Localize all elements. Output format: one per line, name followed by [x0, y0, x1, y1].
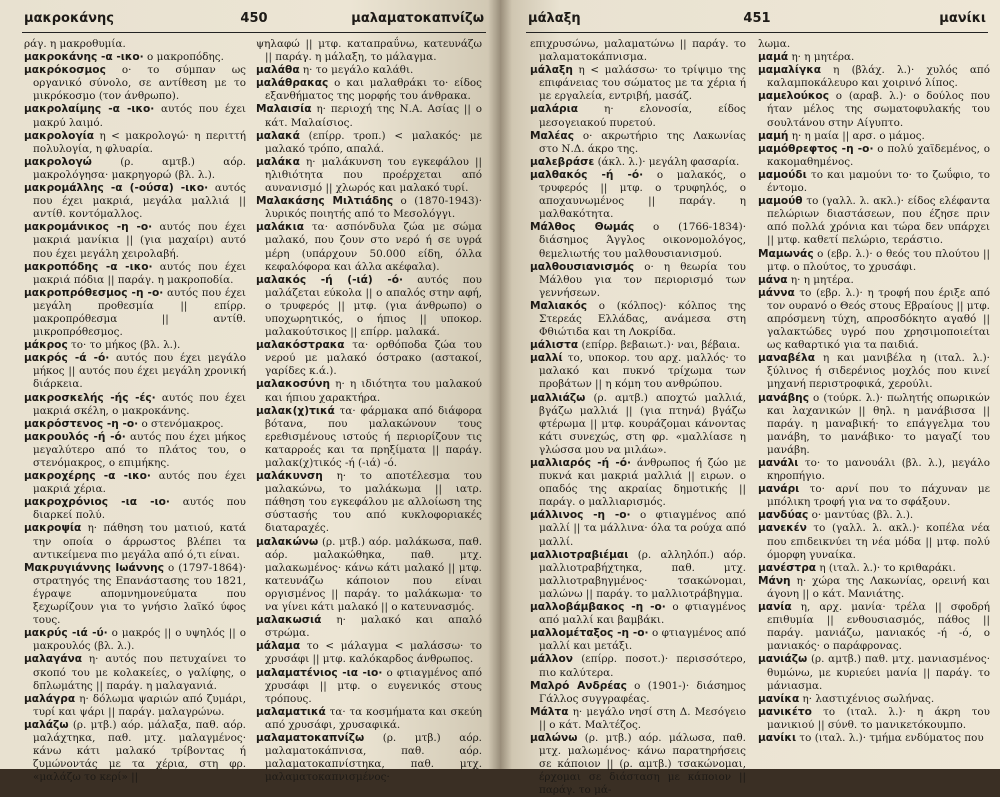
dictionary-entry [256, 378, 482, 404]
entry-definition: ο (εβρ. λ.)· ο θεός του πλούτου || μτφ. ο πλούτος, το χρυσάφι. [767, 247, 990, 273]
dictionary-entry [256, 103, 482, 129]
dictionary-entry [758, 274, 990, 287]
left-page-column-1 [24, 38, 247, 784]
entry-headword: μαλώνω [530, 731, 578, 744]
entry-headword: μανιάζω [758, 653, 808, 666]
dictionary-entry [530, 130, 746, 156]
entry-headword: μαλεβράσε [530, 155, 595, 168]
entry-definition: το· το μανουάλι (βλ. λ.), μεγάλο κηροπήγιο. [767, 457, 990, 483]
dictionary-entry [758, 38, 990, 51]
entry-headword: μαλλοβάμβακος -η -ο· [530, 601, 666, 614]
dictionary-entry [530, 38, 746, 64]
entry-definition: η < μαλάσσω· το τρίψιμο της επιφάνειας του σώματος με τα χέρια ή με εργαλεία, εντριβή, μασάζ. [539, 64, 746, 103]
dictionary-entry [530, 300, 746, 339]
entry-headword: μαμόθρεφτος -η -ο· [758, 142, 874, 155]
dictionary-entry [758, 522, 990, 561]
dictionary-entry [758, 130, 990, 143]
entry-headword: μακρολογώ [24, 155, 92, 168]
right-page-column-1 [530, 38, 747, 797]
dictionary-entry [530, 653, 746, 679]
entry-headword: μαλλί [530, 352, 563, 365]
entry-definition: ο μακρός || ο υψηλός || ο μακρουλός (βλ. λ.). [33, 627, 246, 653]
dictionary-entry [256, 274, 482, 339]
entry-definition: αυτός που διαρκεί πολύ. [33, 496, 246, 522]
entry-headword: μάλιστα [530, 339, 579, 352]
entry-headword: Μάλτα [530, 705, 569, 718]
entry-definition: αυτός που έχει μακριά, μεγάλα μαλλιά || αντίθ. κοντόμαλλος. [33, 182, 246, 221]
entry-definition: αυτός που έχει μακριά σκέλη, ο μακροκάνης. [33, 391, 246, 417]
entry-definition: ο (1766-1834)· διάσημος Άγγλος οικονομολόγος, θεμελιωτής του μαλθουσιανισμού. [539, 221, 746, 260]
dictionary-entry [24, 418, 246, 431]
entry-headword: μακροψία [24, 522, 82, 535]
entry-headword: μακροχέρης -α -ικο· [24, 470, 151, 483]
entry-headword: μαλακώνω [256, 535, 319, 548]
dictionary-entry [256, 130, 482, 156]
entry-definition: (επίρρ. ποσοτ.)· περισσότερο, πιο καλύτερα. [539, 653, 746, 679]
dictionary-entry [530, 392, 746, 457]
dictionary-entry [24, 287, 246, 339]
entry-headword: μαλλιάζω [530, 391, 586, 404]
dictionary-entry [256, 470, 482, 535]
entry-definition: ο· η θεωρία του Μάλθου για τον περιορισμό των γεννήσεων. [539, 260, 746, 299]
entry-definition: αυτός που έχει μακριά μανίκια || (για μαχαίρι) αυτό που έχει μεγάλη χειρολαβή. [33, 221, 246, 260]
dictionary-entry [530, 64, 746, 103]
entry-headword: μακρόκοσμος [24, 64, 106, 77]
dictionary-entry [256, 732, 482, 784]
entry-definition: η· η ιδιότητα του μαλακού και ήπιου χαρακτήρα. [265, 378, 482, 404]
page-number: 451 [743, 11, 771, 26]
entry-headword: μαλάθρακας [256, 77, 329, 90]
entry-headword: μαλακ(χ)τικά [256, 404, 335, 417]
entry-headword: μαλλιοτραβιέμαι [530, 548, 629, 561]
entry-headword: μαλαματένιος -ια -ιο· [256, 666, 383, 679]
entry-definition: ο (1870-1943)· λυρικός ποιητής από το Μεσολόγγι. [265, 195, 483, 221]
dictionary-entry [24, 431, 246, 470]
dictionary-entry [530, 339, 746, 352]
dictionary-entry [530, 156, 746, 169]
dictionary-entry [256, 640, 482, 666]
entry-definition: (ρ. μτβ.) αόρ. μάλωσα, παθ. μτχ. μαλωμένος· κάνω παρατηρήσεις σε κάποιον || (ρ. αμτβ.) τσακώνομαι, έρχομαι σε διάσταση με κάποιον || παράγ. το μά- [539, 731, 746, 797]
entry-definition: το (ιταλ. λ.)· η άκρη του μανικιού || σύνθ. το μανικετόκουμπο. [767, 705, 990, 731]
entry-headword: μανδύας [758, 509, 809, 522]
entry-definition: (ρ. μτβ.) αόρ. μαλαματοκάπνισα, παθ. αόρ. μαλαματοκαπνίστηκα, παθ. μτχ. μαλαματοκαπνισμένος· [265, 731, 482, 784]
entry-definition: η και μανιβέλα η (ιταλ. λ.)· ξύλινος ή σιδερένιος μοχλός που κινεί μηχανή περιστροφικά, χερούλι. [767, 352, 990, 391]
entry-definition: η· λαστιχένιος σωλήνας. [799, 692, 935, 705]
dictionary-entry [24, 182, 246, 221]
dictionary-entry [530, 601, 746, 627]
entry-definition: τα· ασπόνδυλα ζώα με σώμα μαλακό, που ζουν στο νερό ή σε υγρά μέρη (υπάρχουν 50.000 είδη, όλλα κεφαλόφορα και άλλα ακέφαλα). [265, 221, 482, 273]
entry-definition: (ρ. μτβ.) αόρ. μαλάκωσα, παθ. αόρ. μαλακώθηκα, παθ. μτχ. μαλακωμένος· κάνω κάτι μαλακό || μτφ. κατευνάζω κάποιον που είναι οργισμένος || παράγ. το μαλάκωμα· το να γίνει κάτι μαλακό || ο κατευνασμός. [265, 535, 482, 614]
entry-headword: μαλαγάνα [24, 653, 83, 666]
entry-definition: αυτός που έχει μακρύ λαιμό. [33, 103, 246, 129]
running-header-right-page [526, 8, 988, 33]
entry-definition: ο (κόλπος)· κόλπος της Στερεάς Ελλάδας, ανάμεσα στη Φθιώτιδα και τη Λοκρίδα. [539, 299, 746, 339]
entry-headword: μανέστρα [758, 561, 817, 574]
running-header-left-page [22, 8, 486, 33]
entry-headword: μάλλινος -η -ο· [530, 509, 631, 522]
dictionary-entry [256, 38, 482, 64]
entry-headword: μαλθουσιανισμός [530, 260, 635, 273]
page-number: 450 [240, 11, 268, 26]
entry-definition: η (ιταλ. λ.)· το κριθαράκι. [816, 561, 956, 574]
entry-headword: μακρομάλλης -α (-ούσα) -ικο· [24, 182, 209, 195]
dictionary-entry [758, 732, 990, 745]
entry-definition: (ρ. αμτβ.) αποχτώ μαλλιά, βγάζω μαλλιά || (για πτηνά) βγάζω φτέρωμα || μτφ. κουράζομαι κάνοντας κάτι συνεχώς, στη φρ. «μαλλίασε η γλώσσα μου να μιλάω». [539, 391, 746, 456]
entry-headword: Μαλιακός [530, 299, 588, 312]
dictionary-entry [530, 261, 746, 300]
entry-definition: ο· μαντύας (βλ. λ.). [808, 509, 914, 522]
right-page-column-2 [758, 38, 990, 763]
entry-headword: μάνα [758, 273, 788, 286]
entry-definition: (επίρρ. βεβαιωτ.)· ναι, βέβαια. [578, 339, 741, 352]
entry-definition: ο (1797-1864)· στρατηγός της Επανάστασης του 1821, έγραψε απομνημονεύματα που ξεχωρίζουν για το γνήσιο λαϊκό ύφος τους. [33, 561, 247, 627]
dictionary-entry [530, 103, 746, 129]
dictionary-entry [256, 64, 482, 77]
left-page [0, 0, 500, 784]
left-page-column-2 [256, 38, 483, 784]
entry-headword: μαμελούκος [758, 90, 829, 103]
entry-definition: το και μαμούνι το· το ζωΰφιο, το έντομο. [767, 168, 990, 195]
entry-definition: ο (1901-)· διάσημος Γάλλος συγγραφέας. [539, 679, 746, 705]
dictionary-entry [758, 575, 990, 601]
entry-headword: μάλαμα [256, 640, 301, 653]
dictionary-entry [24, 64, 246, 103]
entry-headword: μαλλομέταξος -η -ο· [530, 627, 649, 640]
dictionary-entry [758, 706, 990, 732]
entry-headword: μαλάζω [24, 718, 69, 731]
dictionary-entry [758, 248, 990, 274]
entry-definition: το· αρνί που το πάχυναν με μπόλικη τροφή για να το σφάξουν. [767, 483, 990, 509]
entry-definition: αυτός που μαλάζεται εύκολα || ο απαλός στην αφή, ο τρυφερός || μτφ. (για άνθρωπο) ο υποχωρητικός, ο ήπιος || υποκορ. μαλακούτσικος || επίρρ. μαλακά. [265, 273, 482, 339]
dictionary-entry [758, 509, 990, 522]
dictionary-entry [530, 352, 746, 391]
entry-headword: μανίκα [758, 692, 800, 705]
entry-headword: μαλακοσύνη [256, 378, 331, 391]
dictionary-entry [530, 680, 746, 706]
dictionary-entry [530, 169, 746, 221]
entry-definition: το (εβρ. λ.)· η τροφή που έριξε από τον ουρανό ο Θεός στους Εβραίους || μτφ. απρόσμενη τύχη, απροσδόκητο αγαθό || γαλακτώδες υγρό που χρησιμοποιείται ως καθαρτικό για τα παιδιά. [767, 286, 990, 352]
entry-definition: τα· τα κοσμήματα και σκεύη από χρυσάφι, χρυσαφικά. [265, 705, 482, 731]
dictionary-entry [24, 352, 246, 391]
dictionary-entry [530, 706, 746, 732]
dictionary-entry [758, 352, 990, 391]
dictionary-entry [758, 169, 990, 195]
entry-headword: μακρύς -ιά -ύ· [24, 627, 108, 640]
dictionary-entry [256, 156, 482, 195]
dictionary-entry [530, 549, 746, 601]
entry-definition: ο φτιαγμένος από χρυσάφι || μτφ. ο ευγενικός στους τρόπους. [265, 666, 482, 705]
dictionary-entry [24, 562, 246, 627]
entry-definition: αυτός που έχει μακριά χέρια. [33, 470, 246, 496]
entry-headword: μάλαξη [530, 64, 573, 77]
entry-definition: ο στενόμακρος. [138, 417, 224, 430]
entry-headword: μακρολαίμης -α -ικο· [24, 103, 155, 116]
entry-headword: μαμούδι [758, 168, 807, 181]
entry-headword: μαναβέλα [758, 352, 816, 365]
entry-definition: η· περιοχή της Ν.Α. Ασίας || ο κάτ. Μαλαίσιος. [265, 103, 482, 129]
entry-definition: η· η μαία || αρσ. ο μάμος. [788, 129, 925, 142]
entry-headword: μακροκάνης -α -ικο· [24, 51, 144, 64]
entry-headword: μαλάκυνση [256, 470, 323, 483]
guide-word-last: μανίκι [939, 11, 986, 26]
guide-word-first: μακροκάνης [24, 11, 114, 26]
entry-definition: ο φτιαγμένος από μαλλί || τα μάλλινα· όλα τα ρούχα από μαλλί. [539, 509, 746, 548]
dictionary-entry [758, 64, 990, 90]
entry-headword: Μαλακάσης Μιλτιάδης [256, 195, 394, 208]
entry-definition: ο και μαλαθράκι το· είδος εξανθήματος της μορφής του άνθρακα. [265, 77, 482, 103]
entry-definition: η· αυτός που πετυχαίνει το σκοπό του με κολακείες, ο γαλίφης, ο δπλωμάτης || παράγ. η μαλαγανιά. [33, 653, 246, 692]
dictionary-entry [256, 536, 482, 615]
dictionary-entry [758, 693, 990, 706]
dictionary-entry [24, 221, 246, 260]
dictionary-entry [24, 261, 246, 287]
dictionary-entry [758, 457, 990, 483]
dictionary-entry [758, 653, 990, 692]
entry-definition: ο φτιαγμένος από μαλλί και βαμβάκι. [539, 601, 746, 627]
entry-headword: μανάρι [758, 483, 800, 496]
entry-definition: το < μάλαγμα < μαλάσσω· το χρυσάφι || μτφ. καλόκαρδος άνθρωπος. [265, 640, 482, 666]
entry-headword: μαλάκα [256, 155, 300, 168]
entry-headword: μακρόστενος -η -ο· [24, 417, 139, 430]
entry-headword: μαλάθα [256, 64, 300, 77]
entry-definition: η· το αποτέλεσμα του μαλακώνω, το μαλάκωμα || ιατρ. πάθηση του εγκεφάλου με αλλοίωση της σύστασής του από κυκλοφοριακές διαταραχές. [265, 470, 482, 535]
entry-headword: μαλλιαρός -ή -ό· [530, 457, 632, 469]
dictionary-entry [256, 706, 482, 732]
dictionary-entry [24, 470, 246, 496]
entry-headword: μαλάκια [256, 221, 304, 234]
dictionary-entry [24, 156, 246, 182]
entry-definition: άνθρωπος ή ζώο με πυκνά και μακριά μαλλιά || ειρων. ο οπαδός της ακραίας δημοτικής || παράγ. ο μαλλιαρισμός. [539, 457, 746, 509]
entry-headword: μαμαλίγκα [758, 64, 821, 77]
entry-headword: μαλακός -ή (-ιά) -ό· [256, 273, 404, 286]
entry-headword: μακροχρόνιος -ια -ιο· [24, 496, 170, 509]
entry-definition: αυτός που έχει μεγάλη προθεσμία || επίρρ. μακροπρόθεσμα || αντίθ. μικροπρόθεσμος. [33, 286, 247, 339]
entry-headword: μανία [758, 601, 792, 614]
entry-definition: ο (αραβ. λ.)· ο δούλος που ήταν μέλος της σωματοφυλακής του σουλτάνου στην Αίγυπτο. [767, 90, 990, 129]
entry-definition: η (βλάχ. λ.)· χυλός από καλαμποκάλευρο και χοιρινό λίπος. [767, 64, 990, 90]
dictionary-entry [256, 667, 482, 706]
entry-definition: ο πολύ χαϊδεμένος, ο κακομαθημένος. [767, 142, 990, 168]
dictionary-entry [256, 195, 482, 221]
entry-definition: το (γαλλ. λ. ακλ.)· είδος ελέφαντα πελώριων διαστάσεων, που έζησε πριν από πολλά χρόνια και τώρα δεν υπάρχει || μτφ. καθετί πελώριο, τεράστιο. [767, 195, 990, 247]
entry-headword: μανεκέν [758, 522, 807, 535]
entry-headword: μαλάγρα [24, 692, 76, 705]
entry-definition: η, αρχ. μανία· τρέλα || σφοδρή επιθυμία || ενθουσιασμός, πάθος || παράγ. μανιάζω, μανιακός -ή -ό, ο μανιακός· ο παράφρονας. [767, 601, 990, 653]
dictionary-entry [24, 653, 246, 692]
entry-definition: το (γαλλ. λ. ακλ.)· κοπέλα νέα που επιδεικνύει τη νέα μόδα || μτφ. πολύ όμορφη γυναίκα. [767, 522, 990, 561]
dictionary-entry [530, 509, 746, 548]
dictionary-entry [24, 719, 246, 784]
dictionary-entry [758, 483, 990, 509]
dictionary-entry [758, 195, 990, 247]
dictionary-entry [758, 601, 990, 653]
entry-definition: τα· ορθόποδα ζώα του νερού με μαλακό όστρακο (αστακοί, γαρίδες κ.ά.). [265, 339, 482, 378]
entry-headword: μακρός -ά -ό· [24, 352, 110, 365]
dictionary-entry [758, 51, 990, 64]
entry-headword: μακροπρόθεσμος -η -ο· [24, 286, 164, 299]
dictionary-entry [530, 221, 746, 260]
dictionary-entry [24, 392, 246, 418]
entry-definition: η < μακρολογώ· η περιττή πολυλογία, η φλυαρία. [33, 129, 246, 155]
dictionary-entry [24, 496, 246, 522]
entry-definition: η· πάθηση του ματιού, κατά την οποία ο άρρωστος βλέπει τα αντικείμενα πιο μεγάλα από ό,τι είναι. [33, 522, 246, 561]
entry-definition: (άκλ. λ.)· μεγάλη φασαρία. [594, 155, 740, 168]
entry-definition: (ρ. μτβ.) αόρ. μάλαξα, παθ. αόρ. μαλάχτηκα, παθ. μτχ. μαλαγμένος· κάνω κάτι μαλακό τρίβοντας ή ζυμώνοντάς με τα χέρια, στη φρ. «μαλάζω το κερί» || [33, 718, 246, 784]
entry-definition: η· μεγάλο νησί στη Δ. Μεσόγειο || ο κάτ. Μαλτέζος. [539, 705, 746, 731]
entry-headword: μακρουλός -ή -ό· [24, 430, 126, 443]
dictionary-entry [256, 77, 482, 103]
entry-headword: μάκρος [24, 339, 68, 352]
entry-headword: μανίκι [758, 731, 797, 744]
entry-definition: αυτός που έχει μεγάλο μήκος || αυτός που έχει μεγάλη χρονική διάρκεια. [33, 352, 246, 391]
entry-headword: Μαλρό Ανδρέας [530, 679, 627, 692]
entry-headword: μακροσκελής -ής -ές· [24, 391, 156, 404]
entry-headword: μακρολογία [24, 129, 95, 142]
entry-definition: ράγ. η μακροθυμία. [24, 38, 126, 50]
entry-headword: μαλαματικά [256, 705, 326, 718]
entry-definition: ο (τούρκ. λ.)· πωλητής οπωρικών και λαχανικών || θηλ. η μανάβισσα || παράγ. η μαναβική· το επάγγελμα του μανάβη, το μανάβικο· το μαγαζί του μανάβη. [767, 391, 990, 456]
dictionary-entry [530, 627, 746, 653]
entry-headword: μαλακωσιά [256, 614, 322, 627]
entry-definition: το, υποκορ. του αρχ. μαλλός· το μαλακό και πυκνό τρίχωμα των προβάτων || η κόμη του ανθρώπου. [539, 352, 746, 391]
entry-definition: (επίρρ. τροπ.) < μαλακός· με μαλακό τρόπο, απαλά. [265, 129, 482, 155]
guide-word-first: μάλαξη [528, 11, 581, 26]
dictionary-entry [256, 405, 482, 470]
entry-headword: Μάλθος Θωμάς [530, 221, 635, 234]
dictionary-entry [24, 130, 246, 156]
entry-definition: η· η μητέρα. [788, 51, 855, 64]
dictionary-entry [24, 38, 246, 51]
entry-headword: Μαλέας [530, 129, 574, 142]
entry-definition: η· ελονοσία, είδος μεσογειακού πυρετού. [539, 103, 746, 129]
entry-headword: Μαλαισία [256, 103, 312, 116]
entry-definition: αυτός που έχει μήκος μεγαλύτερο από το πλάτος του, ο στενόμακρος, ο επιμήκης. [33, 430, 246, 469]
dictionary-entry [24, 693, 246, 719]
entry-definition: ψηλαφώ || μτφ. καταπραΰνω, κατευνάζω || παράγ. η μάλαξη, το μάλαγμα. [256, 38, 482, 64]
entry-definition: ο μακροπόδης. [143, 51, 224, 64]
right-page [500, 0, 1000, 797]
entry-headword: μαμούθ [758, 195, 803, 208]
dictionary-entry [256, 339, 482, 378]
entry-definition: η· δόλωμα ψαριών από ζυμάρι, τυρί και ψάρι || παράγ. μαλαγρώνω. [33, 692, 246, 718]
entry-headword: μανάλι [758, 457, 799, 469]
entry-definition: λωμα. [758, 38, 791, 50]
entry-definition: (ρ. αλληλόπ.) αόρ. μαλλιοτραβήχτηκα, παθ. μτχ. μαλλιοτραβηγμένος· τσακώνομαι, μαλώνω || παράγ. το μαλλιοτράβηγμα. [539, 548, 746, 600]
dictionary-entry [256, 221, 482, 273]
dictionary-entry [24, 522, 246, 561]
entry-headword: Μαμωνάς [758, 247, 814, 260]
entry-headword: μαμή [758, 129, 789, 142]
entry-headword: μανικέτο [758, 705, 812, 718]
dictionary-entry [530, 457, 746, 509]
entry-headword: μαλθακός -ή -ό· [530, 168, 644, 181]
entry-definition: ο· το σύμπαν ως οργανικό σύνολο, σε αντίθεση με το μικρόκοσμο (τον άνθρωπο). [33, 64, 246, 103]
entry-definition: η· μαλάκυνση του εγκεφάλου || ηλιθιότητα που προέρχεται από αυνανισμό || χλωρός και μαλακό τυρί. [265, 155, 482, 195]
entry-definition: (ρ. αμτβ.) παθ. μτχ. μανιασμένος· θυμώνω, με κυριεύει μανία || παράγ. το μάνιασμα. [767, 653, 990, 692]
entry-headword: μανάβης [758, 391, 809, 404]
entry-headword: μαλαματοκαπνίζω [256, 731, 365, 744]
entry-headword: Μάνη [758, 574, 791, 587]
entry-definition: τα· φάρμακα από διάφορα βότανα, που μαλακώνουν τους ερεθισμένους ιστούς ή περιορίζουν τις καταρροές και τα πρηξίματα || παράγ. μαλακ(χ)τικός -ή (-ιά) -ό. [265, 404, 482, 469]
entry-definition: η· το μεγάλο καλάθι. [299, 64, 414, 77]
entry-definition: (ρ. αμτβ.) αόρ. μακρολόγησα· μακρηγορώ (βλ. λ.). [33, 155, 246, 181]
dictionary-entry [256, 614, 482, 640]
entry-headword: μάννα [758, 286, 795, 299]
dictionary-entry [758, 562, 990, 575]
entry-definition: ο φτιαγμένος από μαλλί και μετάξι. [539, 627, 746, 653]
entry-definition: το (ιταλ. λ.)· τμήμα ενδύματος που [796, 731, 984, 744]
entry-definition: η· η μητέρα. [787, 273, 854, 286]
dictionary-entry [758, 287, 990, 352]
entry-headword: μακρομάνικος -η -ο· [24, 221, 153, 234]
entry-headword: μαμά [758, 51, 789, 64]
dictionary-entry [24, 627, 246, 653]
guide-word-last: μαλαματοκαπνίζω [351, 11, 484, 26]
entry-definition: η· χώρα της Λακωνίας, ορεινή και άγονη || ο κάτ. Μανιάτης. [767, 574, 990, 600]
entry-definition: το· το μήκος (βλ. λ.). [67, 339, 181, 352]
entry-headword: μάλλον [530, 653, 573, 666]
dictionary-entry [24, 51, 246, 64]
dictionary-entry [24, 103, 246, 129]
dictionary-entry [530, 732, 746, 797]
dictionary-entry [758, 392, 990, 457]
entry-headword: μακροπόδης -α -ικο· [24, 260, 153, 273]
dictionary-entry [758, 90, 990, 129]
entry-headword: μαλακά [256, 129, 300, 142]
entry-headword: Μακρυγιάννης Ιωάννης [24, 561, 164, 574]
entry-definition: η· μαλακό και απαλό στρώμα. [265, 614, 482, 640]
entry-headword: μαλακόστρακα [256, 339, 345, 352]
dictionary-entry [758, 143, 990, 169]
entry-headword: μαλάρια [530, 103, 579, 116]
entry-definition: επιχρυσώνω, μαλαματώνω || παράγ. το μαλαματοκάπνισμα. [530, 38, 746, 64]
entry-definition: ο· ακρωτήριο της Λακωνίας στο Ν.Δ. άκρο της. [539, 129, 746, 155]
dictionary-entry [24, 339, 246, 352]
entry-definition: αυτός που έχει μακριά πόδια || παράγ. η μακροποδία. [33, 260, 246, 286]
entry-definition: ο μαλακός, ο τρυφερός || μτφ. ο τρυφηλός, ο αποχαυνωμένος || παράγ. η μαλθακότητα. [539, 168, 747, 221]
